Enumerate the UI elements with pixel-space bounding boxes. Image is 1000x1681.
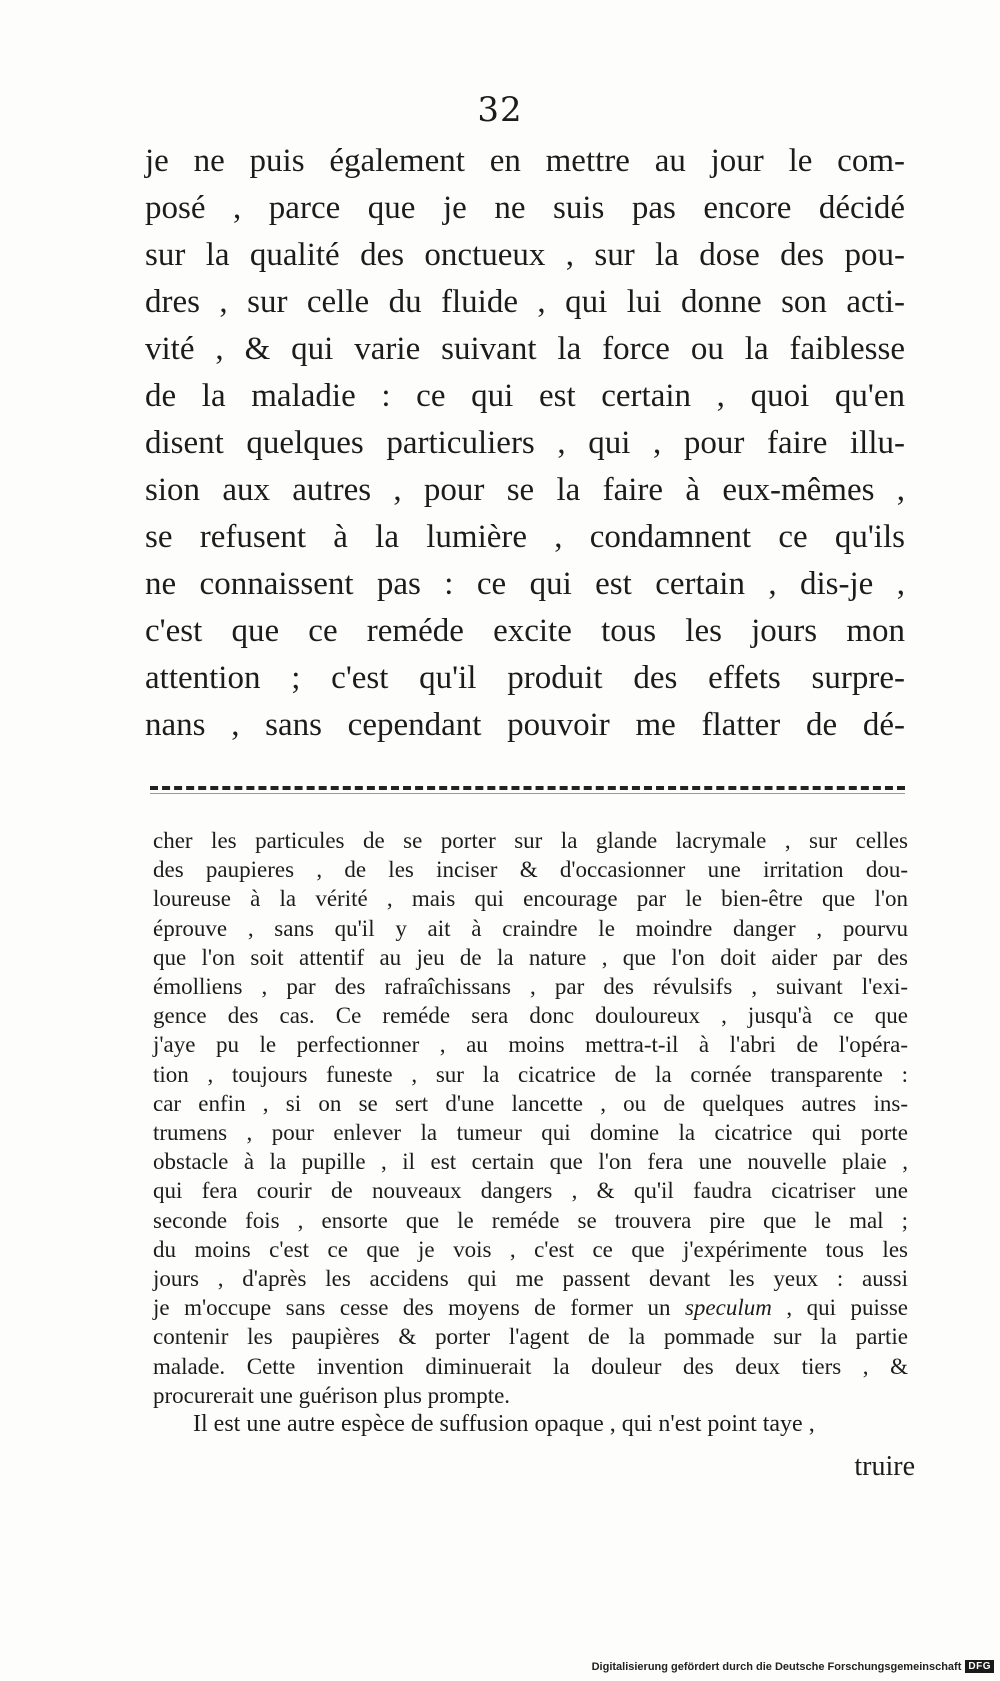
note-line: qui fera courir de nouveaux dangers , & qu'il faudra cicatriser une: [153, 1178, 908, 1204]
note-line: procurerait une guérison plus prompte.: [153, 1382, 511, 1408]
main-line: c'est que ce reméde excite tous les jours mon: [145, 613, 905, 649]
note-line: loureuse à la vérité , mais qui encourage par le bien-être que l'on: [153, 886, 908, 912]
note-line: des paupieres , de les inciser & d'occasionner une irritation dou-: [153, 857, 908, 883]
note-line: que l'on soit attentif au jeu de la nature , que l'on doit aider par des: [153, 944, 908, 970]
note-text-fragment: , qui puisse: [771, 1295, 909, 1321]
footer-credit-text: Digitalisierung gefördert durch die Deutsche Forschungsgemeinschaft: [591, 1660, 962, 1673]
note-line-speculum: [153, 1293, 908, 1322]
note-line: du moins c'est ce que je vois , c'est ce que j'expérimente tous les: [153, 1236, 908, 1262]
note-final-line: Il est une autre espèce de suffusion opaque , qui n'est point taye ,: [193, 1411, 815, 1438]
note-line: seconde fois , ensorte que le reméde se trouvera pire que le mal ;: [153, 1207, 908, 1233]
main-line: sion aux autres , pour se la faire à eux-mêmes ,: [145, 472, 905, 508]
main-body-text: [145, 138, 905, 749]
note-line: éprouve , sans qu'il y ait à craindre le moindre danger , pourvu: [153, 915, 908, 941]
note-line: contenir les paupières & porter l'agent de la pommade sur la partie: [153, 1324, 908, 1350]
page-number: 32: [477, 90, 523, 130]
note-line: obstacle à la pupille , il est certain que l'on fera une nouvelle plaie ,: [153, 1149, 908, 1175]
note-line: émolliens , par des rafraîchissans , par des révulsifs , suivant l'exi-: [153, 974, 908, 1000]
footnote-text: [153, 826, 908, 1439]
note-line: tion , toujours funeste , sur la cicatrice de la cornée transparente :: [153, 1061, 908, 1087]
main-line: de la maladie : ce qui est certain , quoi qu'en: [145, 378, 905, 414]
main-line: se refusent à la lumière , condamnent ce qu'ils: [145, 519, 905, 555]
catchword: truire: [854, 1451, 915, 1482]
footnote-separator-rule: [150, 786, 905, 790]
note-line: cher les particules de se porter sur la glande lacrymale , sur celles: [153, 828, 908, 853]
main-line: vité , & qui varie suivant la force ou la faiblesse: [145, 331, 905, 367]
main-line: dres , sur celle du fluide , qui lui donne son acti-: [145, 284, 905, 320]
dfg-logo-icon: DFG: [965, 1660, 994, 1673]
note-line: car enfin , si on se sert d'une lancette , ou de quelques autres ins-: [153, 1090, 908, 1116]
main-line: je ne puis également en mettre au jour le com-: [145, 143, 905, 179]
note-line: jours , d'après les accidens qui me passent devant les yeux : aussi: [153, 1266, 908, 1292]
note-line: j'aye pu le perfectionner , au moins mettra-t-il à l'abri de l'opéra-: [153, 1032, 908, 1058]
main-line: posé , parce que je ne suis pas encore décidé: [145, 190, 905, 226]
main-line: sur la qualité des onctueux , sur la dose des pou-: [145, 237, 905, 273]
italic-word-speculum: speculum: [684, 1295, 772, 1321]
note-text-fragment: je m'occupe sans cesse des moyens de former un: [153, 1295, 685, 1321]
note-line: gence des cas. Ce reméde sera donc douloureux , jusqu'à ce que: [153, 1003, 908, 1029]
main-line: ne connaissent pas : ce qui est certain , dis-je ,: [145, 566, 905, 602]
note-line: malade. Cette invention diminuerait la douleur des deux tiers , &: [153, 1353, 908, 1379]
main-line: attention ; c'est qu'il produit des effets surpre-: [145, 660, 905, 696]
main-line: nans , sans cependant pouvoir me flatter de dé-: [145, 707, 905, 743]
main-line: disent quelques particuliers , qui , pour faire illu-: [145, 425, 905, 461]
digitization-footer: [592, 1660, 994, 1673]
note-line: trumens , pour enlever la tumeur qui domine la cicatrice qui porte: [153, 1120, 908, 1146]
